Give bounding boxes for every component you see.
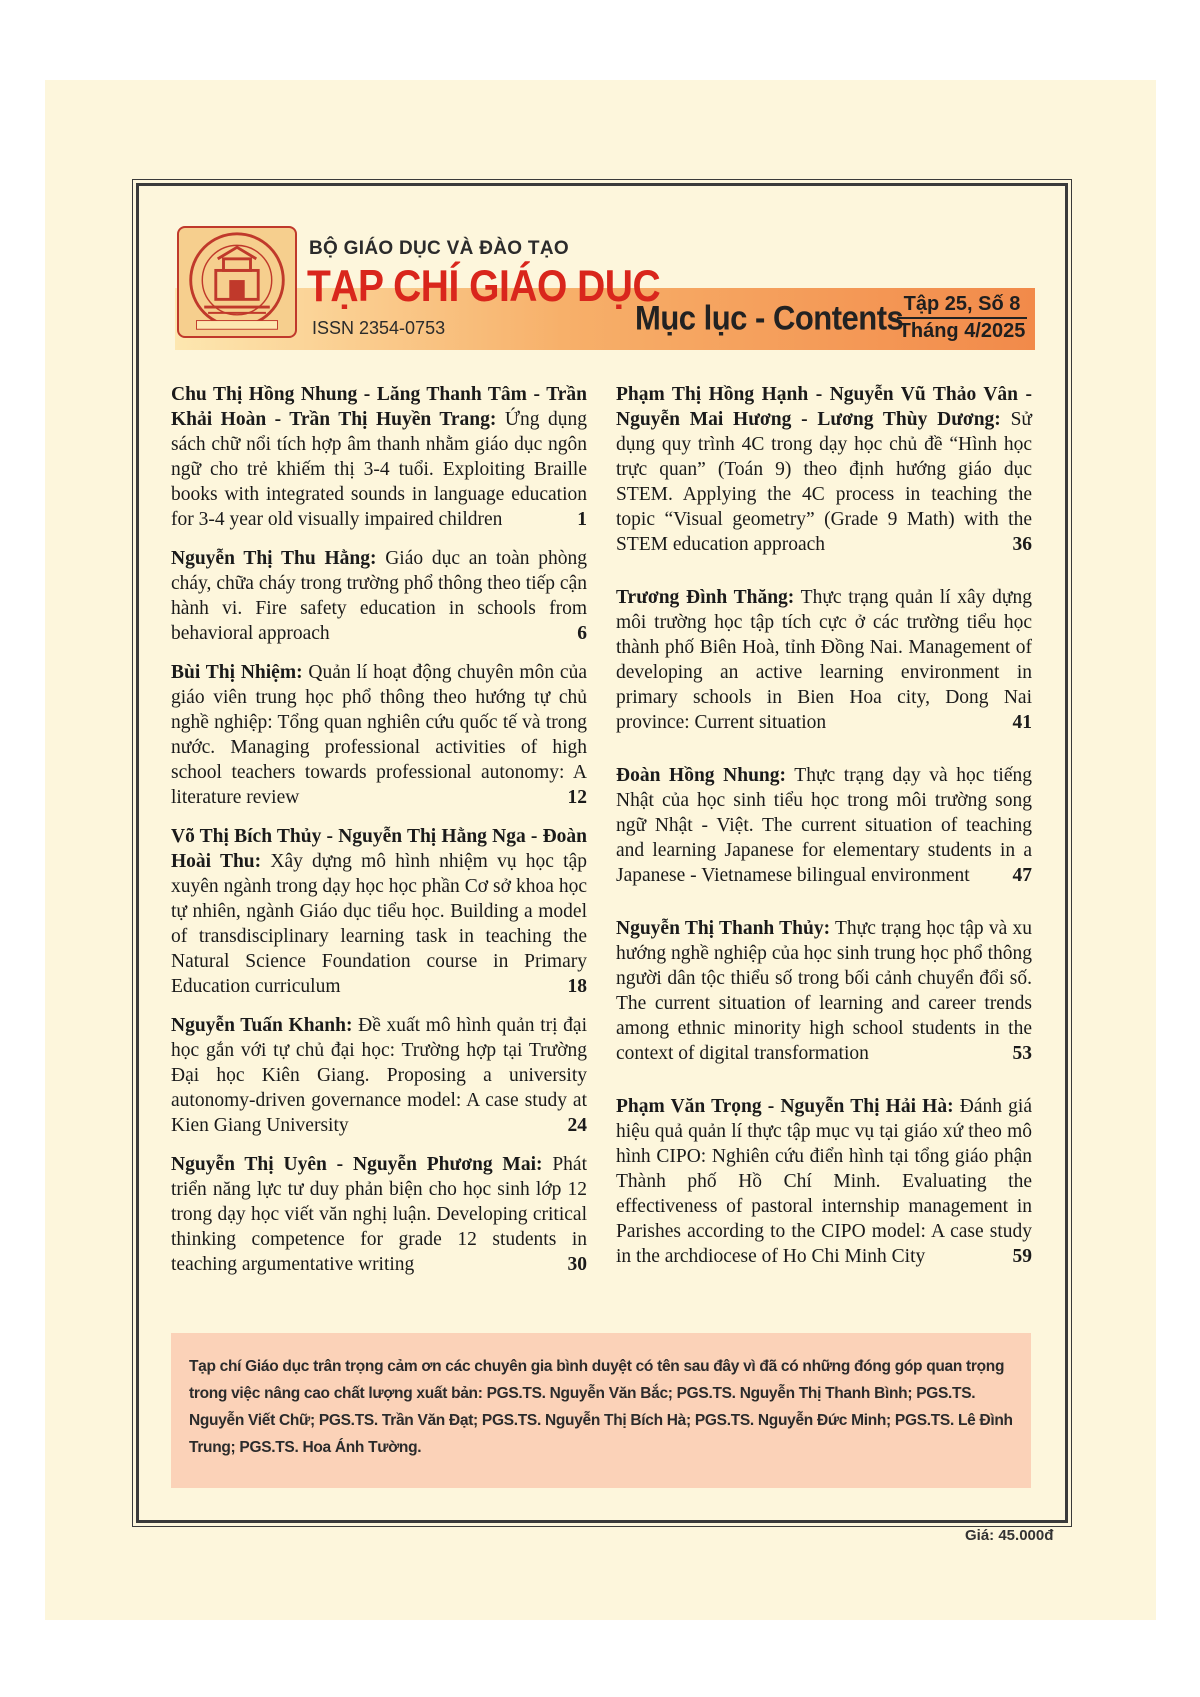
volume-info [897, 293, 1027, 343]
article-entry[interactable] [616, 585, 1032, 735]
article-entry[interactable] [616, 916, 1032, 1066]
page-number: 1 [577, 509, 587, 530]
article-title: Thực trạng dạy và học tiếng Nhật của học sinh tiểu học trong môi trường song ngữ Nhật - Việt. The current situation of teaching and learning Japanese for elementary students in a Japanese - Vietnamese bilingual environment [616, 765, 1032, 886]
reviewer-acknowledgement [171, 1333, 1031, 1488]
volume-number: Tập 25, Số 8 [897, 293, 1027, 319]
article-title: Đề xuất mô hình quản trị đại học gắn với tự chủ đại học: Trường hợp tại Trường Đại học Kiên Giang. Proposing a university autonomy-driven governance model: A case study at Kien Giang University [171, 1015, 587, 1136]
article-entry[interactable] [171, 824, 587, 999]
issn-number: ISSN 2354-0753 [312, 318, 446, 338]
article-title: Phát triển năng lực tư duy phản biện cho học sinh lớp 12 trong dạy học viết văn nghị luận. Developing critical thinking competence for grade 12 students in teaching argumentative writing [171, 1154, 587, 1275]
article-entry[interactable] [616, 763, 1032, 888]
article-authors: Nguyễn Thị Thanh Thủy: [616, 918, 831, 939]
article-title: Xây dựng mô hình nhiệm vụ học tập xuyên ngành trong dạy học học phần Cơ sở khoa học tự nhiên, ngành Giáo dục tiểu học. Building a model of transdisciplinary learning task in teaching the Natural Science Foundation course in Primary Education curriculum [171, 851, 587, 997]
journal-seal-logo-icon [177, 226, 297, 338]
article-title: Sử dụng quy trình 4C trong dạy học chủ đề “Hình học trực quan” (Toán 9) theo định hướng giáo dục STEM. Applying the 4C process in teaching the topic “Visual geometry” (Grade 9 Math) with the STEM education approach [616, 409, 1032, 555]
page-number: 41 [1012, 712, 1032, 733]
page-number: 12 [567, 787, 587, 808]
article-authors: Trương Đình Thăng: [616, 587, 795, 608]
page-number: 53 [1012, 1043, 1032, 1064]
ministry-name: BỘ GIÁO DỤC VÀ ĐÀO TẠO [309, 238, 569, 259]
page-number: 36 [1012, 534, 1032, 555]
article-entry[interactable] [171, 660, 587, 810]
article-entry[interactable] [171, 546, 587, 646]
acknowledgement-text: Tạp chí Giáo dục trân trọng cảm ơn các chuyên gia bình duyệt có tên sau đây vì đã có những đóng góp quan trọng trong việc nâng cao chất lượng xuất bản: PGS.TS. Nguyễn Văn Bắc; PGS.TS. Nguyễn Thị Thanh Bình; PGS.TS. Nguyễn Viết Chữ; PGS.TS. Trần Văn Đạt; PGS.TS. Nguyễn Thị Bích Hà; PGS.TS. Nguyễn Đức Minh; PGS.TS. Lê Đình Trung; PGS.TS. Hoa Ánh Tường. [189, 1358, 1013, 1456]
page-number: 59 [1012, 1246, 1032, 1267]
article-title: Quản lí hoạt động chuyên môn của giáo viên trung học phổ thông theo hướng tự chủ nghề nghiệp: Tổng quan nghiên cứu quốc tế và trong nước. Managing professional activities of high school teachers towards professional autonomy: A literature review [171, 662, 587, 808]
page-number: 24 [567, 1115, 587, 1136]
article-authors: Võ Thị Bích Thủy - Nguyễn Thị Hằng Nga - Đoàn Hoài Thu: [171, 826, 587, 872]
article-entry[interactable] [616, 382, 1032, 557]
article-title: Giáo dục an toàn phòng cháy, chữa cháy trong trường phổ thông theo tiếp cận hành vi. Fire safety education in schools from behavioral approach [171, 548, 587, 644]
journal-title: TẠP CHÍ GIÁO DỤC [307, 262, 661, 312]
contents-heading: Mục lục - Contents [635, 298, 904, 338]
issue-month: Tháng 4/2025 [898, 320, 1026, 342]
journal-header [175, 226, 1035, 351]
article-authors: Đoàn Hồng Nhung: [616, 765, 787, 786]
page-number: 6 [577, 623, 587, 644]
contents-column-right [616, 382, 1032, 1289]
page-number: 30 [567, 1254, 587, 1275]
article-entry[interactable] [171, 1152, 587, 1277]
contents-column-left [171, 382, 587, 1291]
article-title: Đánh giá hiệu quả quản lí thực tập mục vụ tại giáo xứ theo mô hình CIPO: Nghiên cứu điển hình tại tổng giáo phận Thành phố Hồ Chí Minh. Evaluating the effectiveness of pastoral internship management in Parishes according to the CIPO model: A case study in the archdiocese of Ho Chi Minh City [616, 1096, 1033, 1267]
article-entry[interactable] [171, 1013, 587, 1138]
page-number: 47 [1012, 865, 1032, 886]
article-entry[interactable] [171, 382, 587, 532]
article-authors: Nguyễn Tuấn Khanh: [171, 1015, 353, 1036]
article-authors: Nguyễn Thị Thu Hằng: [171, 548, 377, 569]
article-authors: Nguyễn Thị Uyên - Nguyễn Phương Mai: [171, 1154, 543, 1175]
price-label: Giá: 45.000đ [965, 1527, 1054, 1544]
article-entry[interactable] [616, 1094, 1032, 1269]
article-title: Thực trạng quản lí xây dựng môi trường học tập tích cực ở các trường tiểu học thành phố Biên Hoà, tỉnh Đồng Nai. Management of developing an active learning environment in primary schools in Bien Hoa city, Dong Nai province: Current situation [616, 587, 1032, 733]
page-number: 18 [567, 976, 587, 997]
article-authors: Chu Thị Hồng Nhung - Lăng Thanh Tâm - Trần Khải Hoàn - Trần Thị Huyền Trang: [171, 384, 587, 430]
article-authors: Bùi Thị Nhiệm: [171, 662, 303, 683]
article-title: Thực trạng học tập và xu hướng nghề nghiệp của học sinh trung học phổ thông người dân tộc thiểu số trong bối cảnh chuyển đổi số. The current situation of learning and career trends among ethnic minority high school students in the context of digital transformation [616, 918, 1033, 1064]
article-title: Ứng dụng sách chữ nổi tích hợp âm thanh nhằm giáo dục ngôn ngữ cho trẻ khiếm thị 3-4 tuổi. Exploiting Braille books with integrated sounds in language education for 3-4 year old visually impaired children [171, 409, 587, 530]
article-authors: Phạm Văn Trọng - Nguyễn Thị Hải Hà: [616, 1096, 954, 1117]
article-authors: Phạm Thị Hồng Hạnh - Nguyễn Vũ Thảo Vân - Nguyễn Mai Hương - Lương Thùy Dương: [616, 384, 1032, 430]
